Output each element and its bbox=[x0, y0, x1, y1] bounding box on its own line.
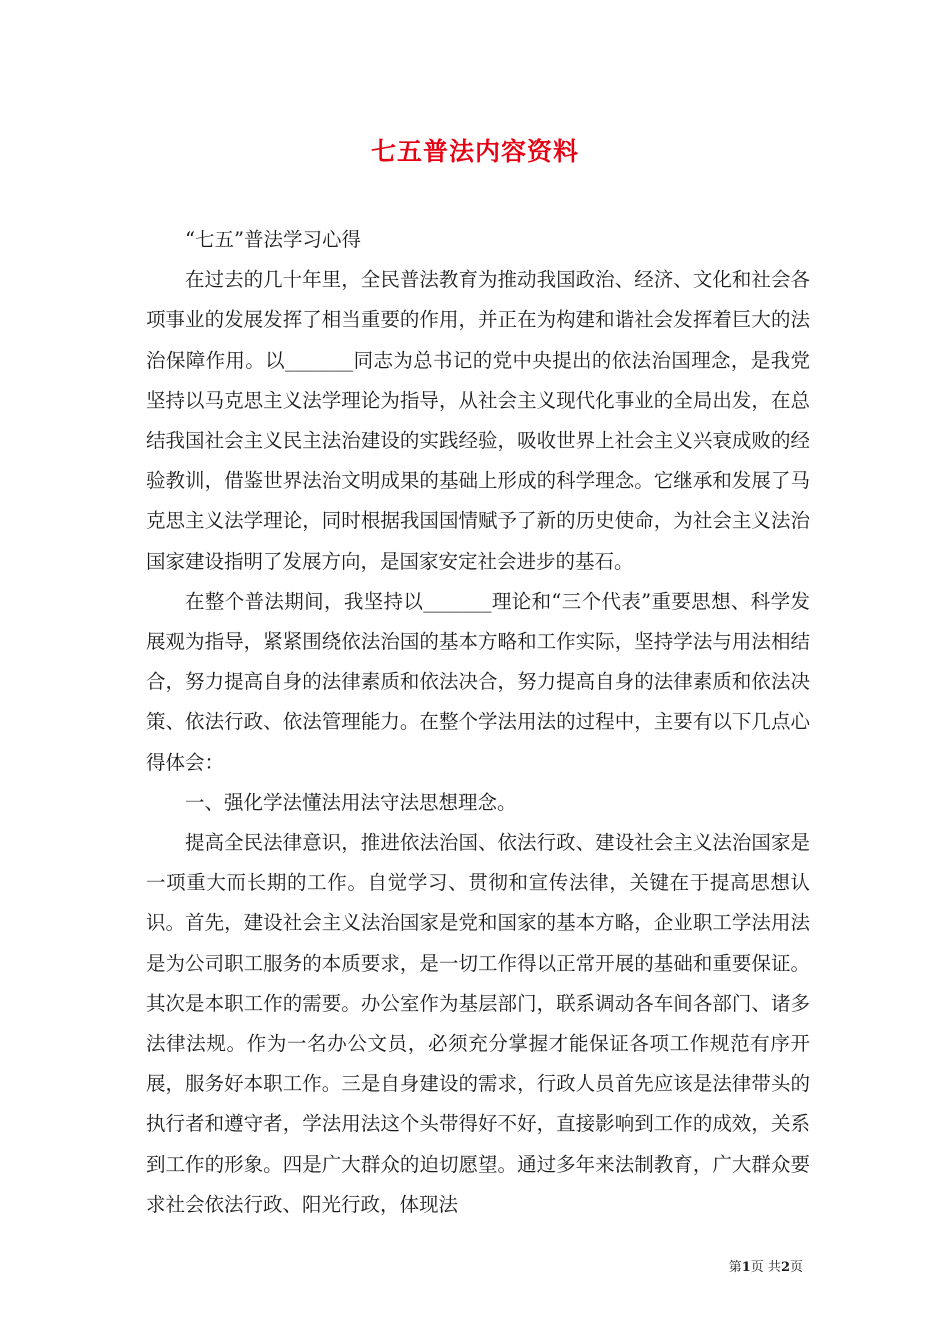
footer-middle: 页 共 bbox=[750, 1260, 781, 1275]
footer-suffix: 页 bbox=[789, 1260, 803, 1275]
paragraph: 在整个普法期间，我坚持以_______理论和“三个代表”重要思想、科学发展观为指导，紧紧围绕依法治国的基本方略和工作实际，坚持学法与用法相结合，努力提高自身的法律素质和依法决合，努力提高自身的法律素质和依法决策、依法行政、依法管理能力。在整个学法用法的过程中，主要有以下几点心得体会： bbox=[146, 589, 810, 774]
footer-prefix: 第 bbox=[728, 1260, 742, 1275]
paragraph: 在过去的几十年里，全民普法教育为推动我国政治、经济、文化和社会各项事业的发展发挥了相当重要的作用，并正在为构建和谐社会发挥着巨大的法治保障作用。以_______同志为总书记的党中央提出的依法治国理念，是我党坚持以马克思主义法学理论为指导，从社会主义现代化事业的全局出发，在总结我国社会主义民主法治建设的实践经验，吸收世界上社会主义兴衰成败的经验教训，借鉴世界法治文明成果的基础上形成的科学理念。它继承和发展了马克思主义法学理论，同时根据我国国情赋予了新的历史使命，为社会主义法治国家建设指明了发展方向，是国家安定社会进步的基石。 bbox=[146, 268, 810, 573]
page-number-footer bbox=[729, 1256, 803, 1275]
paragraph: 提高全民法律意识，推进依法治国、依法行政、建设社会主义法治国家是一项重大而长期的工作。自觉学习、贯彻和宣传法律，关键在于提高思想认识。首先，建设社会主义法治国家是党和国家的基本方略，企业职工学法用法是为公司职工服务的本质要求，是一切工作得以正常开展的基础和重要保证。其次是本职工作的需要。办公室作为基层部门，联系调动各车间各部门、诸多法律法规。作为一名办公文员，必须充分掌握才能保证各项工作规范有序开展，服务好本职工作。三是自身建设的需求，行政人员首先应该是法律带头的执行者和遵守者，学法用法这个头带得好不好，直接影响到工作的成效，关系到工作的形象。四是广大群众的迫切愿望。通过多年来法制教育，广大群众要求社会依法行政、阳光行政，体现法 bbox=[146, 831, 810, 1216]
subsection-heading: 一、强化学法懂法用法守法思想理念。 bbox=[185, 790, 517, 814]
document-body bbox=[146, 220, 810, 1225]
total-pages-number: 2 bbox=[780, 1260, 790, 1275]
current-page-number: 1 bbox=[741, 1260, 751, 1275]
section-heading: “七五”普法学习心得 bbox=[185, 228, 361, 251]
document-title: 七五普法内容资料 bbox=[370, 137, 579, 166]
